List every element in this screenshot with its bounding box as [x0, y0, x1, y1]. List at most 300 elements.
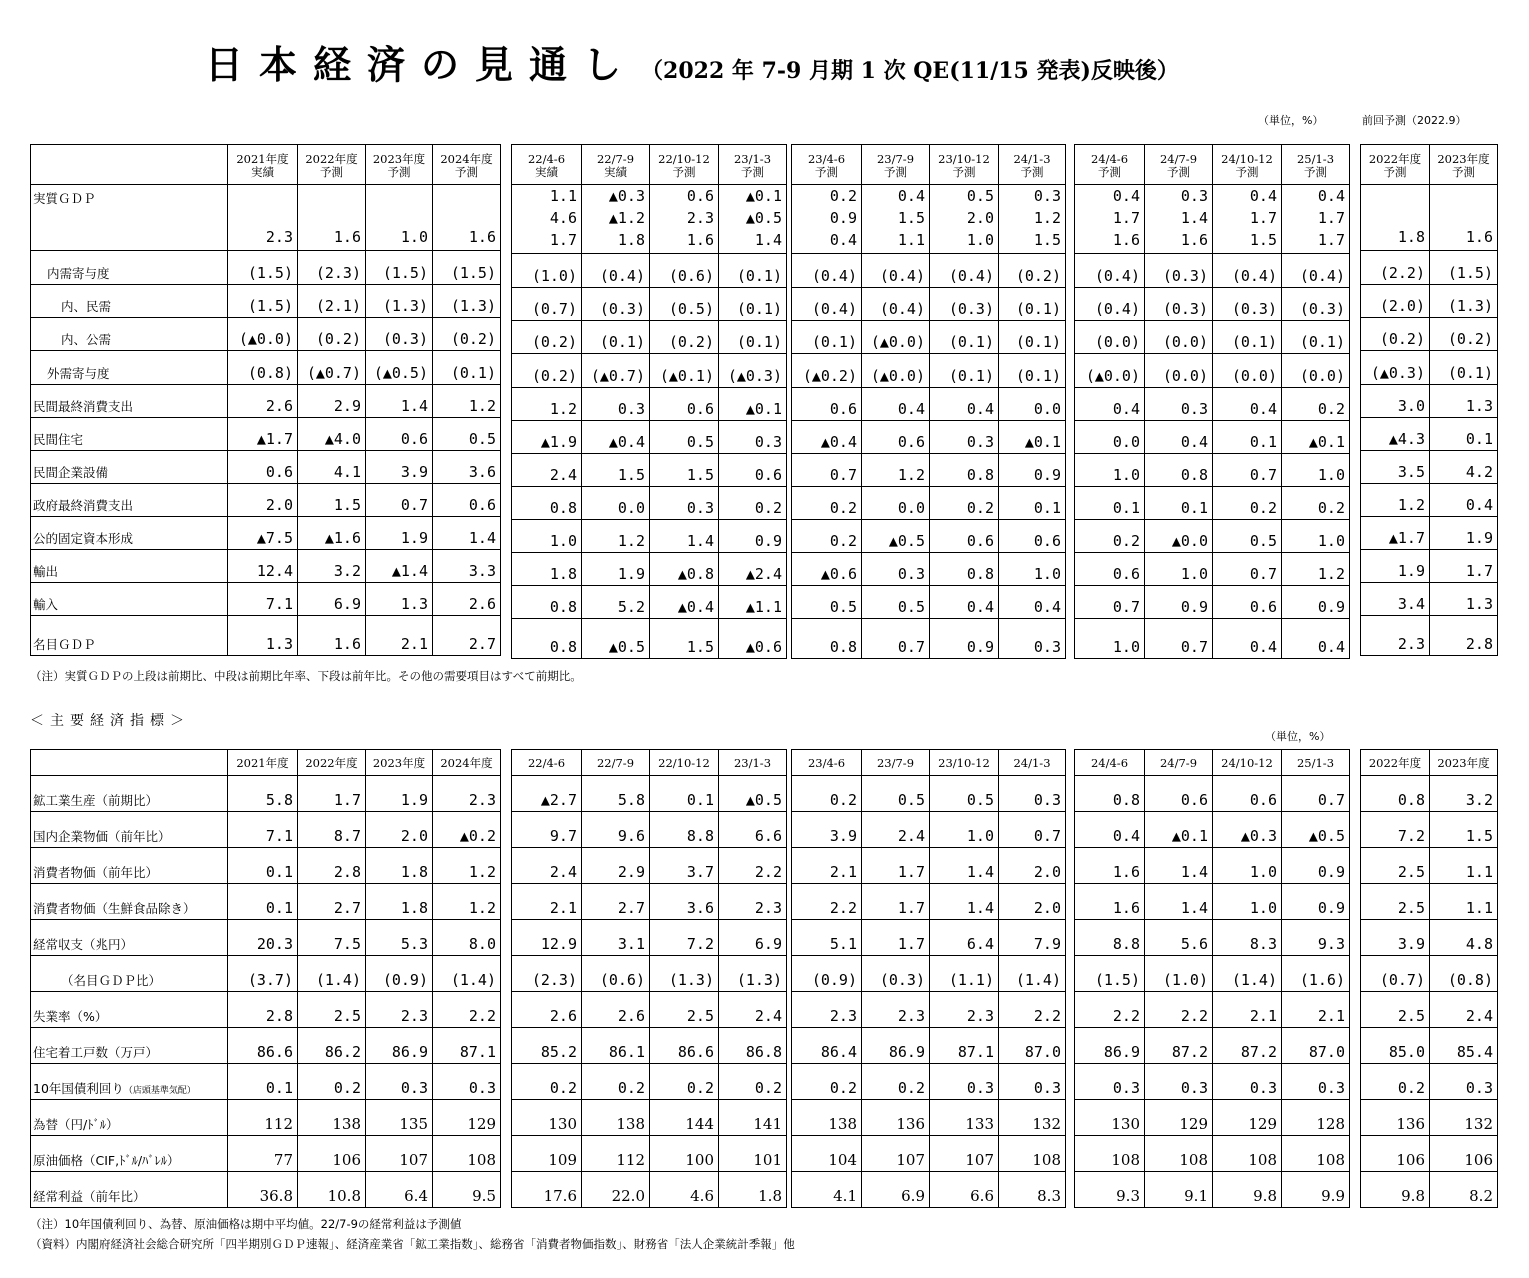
row-label-text: 住宅着工戸数（万戸）	[33, 1045, 159, 1060]
table-cell: (2.2)	[1361, 251, 1430, 285]
table-cell: 87.0	[1282, 1028, 1350, 1064]
table-cell: (0.2)	[650, 321, 719, 354]
table-cell: 129	[1213, 1100, 1282, 1136]
table-cell: 1.0	[999, 553, 1066, 586]
table-cell: 1.8	[512, 553, 582, 586]
column-header-type: 予測	[1098, 164, 1121, 179]
gdp-value: 0.4	[1317, 187, 1345, 205]
gdp-value: 1.1	[897, 231, 925, 249]
table-cell: (0.1)	[999, 288, 1066, 321]
table-cell: 138	[298, 1100, 366, 1136]
table-cell: ▲4.3	[1361, 418, 1430, 451]
table-cell: 6.9	[719, 920, 787, 956]
table-cell: 100	[650, 1136, 719, 1172]
table-cell: 0.5	[1213, 520, 1282, 553]
table-cell: ▲1.1	[719, 586, 787, 619]
table-cell: 2.4	[512, 454, 582, 487]
table-cell: (1.3)	[366, 285, 433, 318]
column-header	[582, 145, 650, 185]
table-cell: 5.2	[582, 586, 650, 619]
column-header: 23/1-3	[719, 750, 787, 776]
table-cell: 2.3	[862, 992, 930, 1028]
table-cell: ▲0.1	[1145, 812, 1213, 848]
table-cell: 8.3	[999, 1172, 1066, 1208]
table-cell: (0.4)	[792, 254, 862, 288]
table-cell: 2.9	[298, 385, 366, 418]
table-cell: 0.6	[792, 388, 862, 421]
table-cell: 0.6	[228, 451, 298, 484]
table-cell: 0.1	[228, 848, 298, 884]
note-1: （注）実質ＧＤＰの上段は前期比、中段は前期比年率、下段は前年比。その他の需要項目はすべて前期比。	[30, 669, 582, 683]
forecast-table-block-2	[791, 144, 1066, 659]
table-cell: 1.8	[366, 848, 433, 884]
column-header: 22/4-6	[512, 750, 582, 776]
table-cell	[650, 185, 719, 254]
table-cell: 0.4	[930, 388, 999, 421]
table-cell: (0.4)	[862, 288, 930, 321]
table-cell: (0.0)	[1282, 354, 1350, 388]
indicators-table-block-1	[511, 749, 787, 1208]
table-cell: ▲4.0	[298, 418, 366, 451]
table-cell: 0.8	[1361, 776, 1430, 812]
table-cell: 6.4	[930, 920, 999, 956]
table-cell: 0.4	[1213, 619, 1282, 659]
table-cell: ▲0.0	[1145, 520, 1213, 553]
table-cell: 106	[1430, 1136, 1498, 1172]
table-cell: ▲1.6	[298, 517, 366, 550]
table-cell: (1.5)	[1075, 956, 1145, 992]
table-cell: (0.6)	[650, 254, 719, 288]
table-cell: 0.5	[792, 586, 862, 619]
table-cell: 2.7	[433, 616, 501, 656]
table-cell: (0.2)	[298, 318, 366, 351]
table-cell: (0.4)	[1075, 288, 1145, 321]
table-cell: 144	[650, 1100, 719, 1136]
table-cell: (1.0)	[512, 254, 582, 288]
column-header	[298, 145, 366, 185]
table-cell: 0.2	[930, 487, 999, 520]
column-header: 2022年度	[1361, 750, 1430, 776]
gdp-value: 1.2	[1033, 209, 1061, 227]
table-cell: ▲0.5	[862, 520, 930, 553]
table-cell: (0.4)	[1213, 254, 1282, 288]
indicators-table-block-0	[30, 749, 501, 1208]
gdp-value: 1.4	[1180, 209, 1208, 227]
table-cell: (▲0.3)	[1361, 351, 1430, 385]
table-cell: ▲0.4	[650, 586, 719, 619]
gdp-value: 1.5	[897, 209, 925, 227]
table-cell: 1.0	[1213, 848, 1282, 884]
table-cell: 86.4	[792, 1028, 862, 1064]
table-cell: (▲0.0)	[862, 321, 930, 354]
table-cell: 9.7	[512, 812, 582, 848]
table-cell: (2.3)	[512, 956, 582, 992]
gdp-value: 2.0	[966, 209, 994, 227]
table-cell: 0.2	[862, 1064, 930, 1100]
table-cell: 1.7	[1430, 550, 1498, 583]
title-sub: （2022 年 7-9 月期 1 次 QE(11/15 発表)反映後）	[641, 58, 1179, 84]
column-header: 24/1-3	[999, 750, 1066, 776]
table-cell: 2.2	[1075, 992, 1145, 1028]
table-cell: 2.3	[1361, 616, 1430, 656]
table-cell: 2.5	[1361, 848, 1430, 884]
table-cell: (0.7)	[512, 288, 582, 321]
table-cell: (0.1)	[719, 288, 787, 321]
table-cell: 0.2	[1282, 388, 1350, 421]
table-cell: 0.3	[719, 421, 787, 454]
table-cell: 0.8	[512, 619, 582, 659]
gdp-value: 1.7	[1317, 209, 1345, 227]
table-cell: 7.1	[228, 812, 298, 848]
table-cell: 2.0	[228, 484, 298, 517]
table-cell: 0.1	[650, 776, 719, 812]
table-cell: (1.4)	[298, 956, 366, 992]
table-cell: 1.9	[366, 517, 433, 550]
table-cell: 0.3	[366, 1064, 433, 1100]
table-cell: (0.9)	[366, 956, 433, 992]
table-cell: 5.3	[366, 920, 433, 956]
table-cell: 1.4	[1145, 884, 1213, 920]
table-cell: 2.3	[366, 992, 433, 1028]
row-label: 内、民需	[31, 285, 228, 318]
table-cell: 3.1	[582, 920, 650, 956]
table-cell: 0.1	[228, 884, 298, 920]
table-cell: 86.9	[366, 1028, 433, 1064]
table-cell: 0.8	[1145, 454, 1213, 487]
column-header-type: 予測	[1235, 164, 1259, 179]
row-label: 民間企業設備	[31, 451, 228, 484]
row-label: 内需寄与度	[31, 251, 228, 285]
table-cell: 0.8	[930, 553, 999, 586]
gdp-value: 0.5	[966, 187, 994, 205]
column-header-type: 予測	[1452, 164, 1475, 179]
table-cell: 0.4	[1145, 421, 1213, 454]
table-cell: 20.3	[228, 920, 298, 956]
indicators-table-block-3	[1074, 749, 1350, 1208]
table-cell: (0.4)	[1282, 254, 1350, 288]
table-cell: 135	[366, 1100, 433, 1136]
table-cell: 1.6	[298, 616, 366, 656]
table-cell: 3.2	[298, 550, 366, 583]
table-cell: 8.3	[1213, 920, 1282, 956]
table-cell: 3.3	[433, 550, 501, 583]
gdp-value: ▲0.5	[745, 209, 782, 227]
table-cell: 109	[512, 1136, 582, 1172]
table-cell: 2.1	[792, 848, 862, 884]
unit-label-1: （単位，%）	[1258, 114, 1324, 127]
page-title	[205, 34, 1179, 89]
table-cell: 0.6	[862, 421, 930, 454]
table-cell: 1.3	[228, 616, 298, 656]
table-cell: 0.2	[792, 520, 862, 553]
column-header: 22/7-9	[582, 750, 650, 776]
table-cell: 8.0	[433, 920, 501, 956]
table-cell: 7.2	[650, 920, 719, 956]
column-header-period: 2022年度	[305, 151, 358, 166]
column-header-type: 予測	[1167, 164, 1190, 179]
table-cell: 1.7	[862, 920, 930, 956]
table-cell: 2.4	[862, 812, 930, 848]
table-cell: 1.0	[1282, 454, 1350, 487]
gdp-value: 1.7	[1112, 209, 1140, 227]
table-cell: 2.7	[298, 884, 366, 920]
gdp-value: 1.6	[1180, 231, 1208, 249]
row-label	[31, 1028, 228, 1064]
column-header-type: 予測	[320, 164, 343, 179]
column-header-period: 2023年度	[372, 151, 426, 166]
table-cell: (0.0)	[1145, 321, 1213, 354]
table-cell: 0.3	[1145, 1064, 1213, 1100]
table-cell: 5.8	[228, 776, 298, 812]
table-cell: 128	[1282, 1100, 1350, 1136]
table-cell: (▲0.1)	[650, 354, 719, 388]
table-cell: 9.3	[1282, 920, 1350, 956]
table-cell: 2.6	[228, 385, 298, 418]
table-cell: 1.0	[1075, 619, 1145, 659]
table-cell: 132	[999, 1100, 1066, 1136]
table-cell	[930, 185, 999, 254]
table-cell: 0.3	[999, 776, 1066, 812]
row-label: 輸出	[31, 550, 228, 583]
table-cell: 107	[930, 1136, 999, 1172]
column-header	[1075, 145, 1145, 185]
table-cell: ▲0.1	[999, 421, 1066, 454]
table-cell: 9.1	[1145, 1172, 1213, 1208]
table-cell: 0.5	[862, 776, 930, 812]
table-cell: 2.4	[512, 848, 582, 884]
table-cell: 0.7	[862, 619, 930, 659]
table-cell: 2.2	[719, 848, 787, 884]
row-label-text: 鉱工業生産（前期比）	[33, 793, 159, 808]
row-label	[31, 920, 228, 956]
table-cell: (0.3)	[582, 288, 650, 321]
column-header	[719, 145, 787, 185]
table-cell: (▲0.5)	[366, 351, 433, 385]
row-label-small: （店頭基準気配）	[123, 1086, 196, 1096]
table-cell: 85.2	[512, 1028, 582, 1064]
column-header-period: 23/4-6	[807, 151, 846, 166]
table-cell: 1.4	[930, 884, 999, 920]
table-cell: 22.0	[582, 1172, 650, 1208]
table-cell: 0.7	[999, 812, 1066, 848]
table-cell: 130	[512, 1100, 582, 1136]
table-cell: 0.4	[1075, 388, 1145, 421]
table-cell: ▲2.7	[512, 776, 582, 812]
table-cell: 0.3	[650, 487, 719, 520]
table-cell: 101	[719, 1136, 787, 1172]
gdp-value: 0.3	[1180, 187, 1208, 205]
table-cell: (1.6)	[1282, 956, 1350, 992]
table-cell: ▲0.5	[719, 776, 787, 812]
row-label-text: 失業率（%）	[33, 1009, 108, 1024]
table-cell: 1.0	[1075, 454, 1145, 487]
table-cell: 0.1	[1430, 418, 1498, 451]
row-label	[31, 992, 228, 1028]
table-cell	[582, 185, 650, 254]
gdp-value: ▲0.1	[745, 187, 782, 205]
table-cell: 0.4	[862, 388, 930, 421]
column-header-period: 23/7-9	[876, 151, 915, 166]
table-cell: 3.9	[1361, 920, 1430, 956]
table-cell: 2.6	[433, 583, 501, 616]
column-header	[1361, 145, 1430, 185]
gdp-value: 1.4	[754, 231, 782, 249]
row-label-text: 消費者物価（前年比）	[33, 865, 159, 880]
column-header	[433, 145, 501, 185]
table-cell: 0.3	[1145, 388, 1213, 421]
column-header: 2022年度	[298, 750, 366, 776]
table-cell: 12.9	[512, 920, 582, 956]
column-header-type: 予測	[387, 164, 411, 179]
table-cell: (0.3)	[366, 318, 433, 351]
row-label-text: 10年国債利回り	[33, 1081, 124, 1096]
gdp-value: 1.5	[1249, 231, 1277, 249]
table-cell: 138	[582, 1100, 650, 1136]
table-cell: (▲0.7)	[298, 351, 366, 385]
row-label: 内、公需	[31, 318, 228, 351]
row-label-real-gdp: 実質ＧＤＰ	[31, 185, 228, 251]
table-cell: 7.1	[228, 583, 298, 616]
table-cell: 0.6	[366, 418, 433, 451]
table-cell: 1.0	[930, 812, 999, 848]
table-cell: ▲0.5	[582, 619, 650, 659]
row-label	[31, 848, 228, 884]
table-cell: 0.3	[433, 1064, 501, 1100]
table-cell: 1.7	[298, 776, 366, 812]
column-header-type: 予測	[884, 164, 907, 179]
table-cell: ▲0.4	[792, 421, 862, 454]
table-cell	[792, 185, 862, 254]
column-header-type: 予測	[1304, 164, 1327, 179]
forecast-table-block-3	[1074, 144, 1350, 659]
table-cell: (0.8)	[228, 351, 298, 385]
table-cell: 1.0	[1282, 520, 1350, 553]
column-header-period: 24/10-12	[1221, 151, 1273, 166]
table-cell: 86.9	[1075, 1028, 1145, 1064]
column-header	[1430, 145, 1498, 185]
table-cell: 2.2	[999, 992, 1066, 1028]
table-cell: 7.9	[999, 920, 1066, 956]
table-cell: 86.8	[719, 1028, 787, 1064]
table-cell: (0.2)	[512, 321, 582, 354]
table-cell: 2.4	[719, 992, 787, 1028]
table-cell: (0.1)	[1213, 321, 1282, 354]
table-cell: 2.5	[298, 992, 366, 1028]
column-header: 2024年度	[433, 750, 501, 776]
table-cell: 2.4	[1430, 992, 1498, 1028]
table-cell: 0.1	[1145, 487, 1213, 520]
table-cell: (0.1)	[930, 354, 999, 388]
table-cell: 1.5	[298, 484, 366, 517]
table-cell: (1.3)	[650, 956, 719, 992]
gdp-value: ▲0.3	[608, 187, 645, 205]
table-cell: 86.2	[298, 1028, 366, 1064]
table-cell: 0.2	[1075, 520, 1145, 553]
table-cell: 1.7	[862, 848, 930, 884]
table-cell: 10.8	[298, 1172, 366, 1208]
table-cell: 0.1	[228, 1064, 298, 1100]
table-cell: (0.1)	[582, 321, 650, 354]
table-cell: 0.6	[1075, 553, 1145, 586]
table-cell: 3.9	[792, 812, 862, 848]
table-cell: 1.2	[1361, 484, 1430, 517]
table-cell: 0.8	[512, 487, 582, 520]
table-cell: (0.1)	[930, 321, 999, 354]
table-cell	[1430, 185, 1498, 251]
table-cell: 108	[433, 1136, 501, 1172]
table-cell: 9.5	[433, 1172, 501, 1208]
table-cell: 0.4	[930, 586, 999, 619]
header-blank	[31, 750, 228, 776]
table-cell: 1.3	[1430, 583, 1498, 616]
table-cell: 1.2	[512, 388, 582, 421]
table-cell: (2.0)	[1361, 285, 1430, 318]
table-cell: 0.8	[792, 619, 862, 659]
table-cell: (0.3)	[1145, 288, 1213, 321]
table-cell	[1282, 185, 1350, 254]
unit-label-2: （単位，%）	[1265, 730, 1331, 743]
gdp-value: 2.3	[686, 209, 714, 227]
table-cell: (0.1)	[792, 321, 862, 354]
table-cell: 86.6	[228, 1028, 298, 1064]
column-header	[930, 145, 999, 185]
table-cell: 2.9	[582, 848, 650, 884]
column-header	[512, 145, 582, 185]
column-header-period: 2024年度	[440, 151, 493, 166]
table-cell: 3.2	[1430, 776, 1498, 812]
table-cell: 108	[1213, 1136, 1282, 1172]
table-cell: 3.5	[1361, 451, 1430, 484]
table-cell: 0.3	[930, 421, 999, 454]
column-header-period: 25/1-3	[1296, 151, 1335, 166]
table-cell	[1075, 185, 1145, 254]
table-cell: 0.4	[1430, 484, 1498, 517]
prev-forecast-label: 前回予測（2022.9）	[1362, 114, 1467, 127]
table-cell: 0.9	[1282, 884, 1350, 920]
note-2: （注）10年国債利回り、為替、原油価格は期中平均値。22/7-9の経常利益は予測値	[30, 1217, 462, 1231]
table-cell: 6.4	[366, 1172, 433, 1208]
table-cell: 8.8	[650, 812, 719, 848]
row-label	[31, 1064, 228, 1100]
table-cell: 2.1	[512, 884, 582, 920]
table-cell: 8.8	[1075, 920, 1145, 956]
table-cell: 1.5	[650, 454, 719, 487]
gdp-value: 1.6	[333, 228, 361, 246]
table-cell: (1.3)	[433, 285, 501, 318]
table-cell: ▲0.3	[1213, 812, 1282, 848]
row-label	[31, 1172, 228, 1208]
table-cell: 1.8	[719, 1172, 787, 1208]
table-cell: 0.3	[1282, 1064, 1350, 1100]
column-header-period: 2021年度	[236, 151, 289, 166]
table-cell: (0.6)	[582, 956, 650, 992]
table-cell: 2.0	[366, 812, 433, 848]
table-cell: ▲0.4	[582, 421, 650, 454]
table-cell: 130	[1075, 1100, 1145, 1136]
table-cell: 0.7	[366, 484, 433, 517]
table-cell: 87.2	[1213, 1028, 1282, 1064]
table-cell: (0.3)	[1282, 288, 1350, 321]
table-cell: (0.3)	[930, 288, 999, 321]
table-cell: 0.3	[862, 553, 930, 586]
table-cell: 133	[930, 1100, 999, 1136]
gdp-value: 0.4	[1249, 187, 1277, 205]
table-cell: 0.3	[1213, 1064, 1282, 1100]
table-cell: (2.3)	[298, 251, 366, 285]
table-cell: 136	[862, 1100, 930, 1136]
table-cell	[228, 185, 298, 251]
table-cell: 0.0	[999, 388, 1066, 421]
